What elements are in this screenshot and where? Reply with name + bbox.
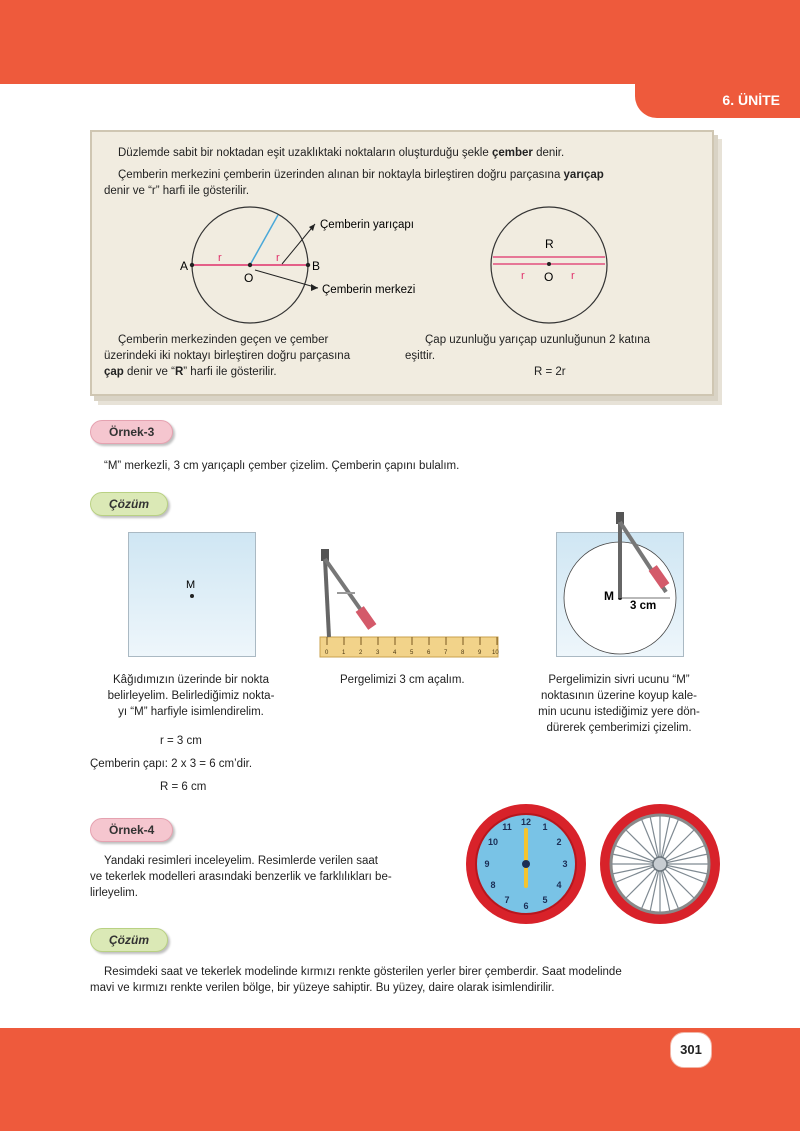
circle-radius-figure: [170, 200, 450, 325]
clock-number-5: 5: [542, 895, 548, 905]
point-a: [190, 263, 194, 267]
clock-number-8: 8: [490, 880, 496, 890]
calc-diameter: Çemberin çapı: 2 x 3 = 6 cm’dir.: [90, 758, 253, 770]
formula: R = 2r: [534, 366, 566, 378]
definition-paragraph-2: Çemberin merkezini çemberin üzerinden alınan bir noktayla birleştiren doğru parçasına yarıçap: [118, 169, 604, 181]
relation-text-line1: Çap uzunluğu yarıçap uzunluğunun 2 katına: [425, 334, 651, 346]
label-m: M: [186, 579, 196, 591]
label-r-left: r: [521, 270, 525, 282]
wheel-hub: [653, 857, 667, 871]
step-3-text: Pergelimizin sivri ucunu “M” noktasının üzerine koyup kale- min ucunu istediğimiz yere dön- dürerek çemberimizi çizelim.: [538, 674, 700, 734]
clock-number-6: 6: [523, 901, 529, 911]
center-caption: Çemberin merkezi: [322, 284, 416, 296]
label-big-r: R: [545, 237, 554, 251]
label-a: A: [180, 259, 189, 273]
label-o: O: [544, 270, 554, 284]
clock-number-12: 12: [520, 817, 532, 827]
label-b: B: [312, 259, 321, 273]
cozum-1-label: Çözüm: [90, 492, 168, 516]
cozum-2-text-line1: Resimdeki saat ve tekerlek modelinde kırmızı renkte gösterilen yerler birer çemberdir. Saat modelinde: [104, 966, 622, 978]
center-arrowhead: [311, 284, 318, 291]
step-1-text: Kâğıdımızın üzerinde bir nokta belirleyelim. Belirlediğimiz nokta- yı “M” harfiyle isimlendirelim.: [107, 674, 275, 718]
clock-number-9: 9: [484, 859, 490, 869]
ruler: [320, 637, 498, 657]
center-pointer: [255, 270, 318, 288]
label-r-left: r: [218, 252, 222, 264]
clock-number-7: 7: [504, 895, 510, 905]
cozum-2-text-line2: mavi ve kırmızı renkte verilen bölge, bir yüzeye sahiptir. Bu yüzey, daire olarak isimlendirilir.: [90, 982, 555, 994]
unit-label: 6. ÜNİTE: [722, 92, 780, 108]
clock-number-3: 3: [562, 859, 568, 869]
compass-ruler-figure: [315, 545, 505, 660]
ruler-tick-0: 0: [325, 650, 329, 656]
ruler-tick-7: 7: [444, 650, 448, 656]
ruler-tick-1: 1: [342, 650, 346, 656]
paper-point-figure: [128, 532, 256, 657]
clock-number-1: 1: [542, 822, 548, 832]
drawn-circle-figure: [556, 510, 686, 660]
calc-radius: r = 3 cm: [160, 735, 202, 747]
ornek-3-label: Örnek-3: [90, 420, 173, 444]
ruler-tick-3: 3: [376, 650, 380, 656]
diameter-text-line3: çap denir ve “R” harfi ile gösterilir.: [104, 366, 277, 378]
ruler-tick-2: 2: [359, 650, 363, 656]
ruler-tick-8: 8: [461, 650, 465, 656]
center-point: [547, 262, 551, 266]
ornek-4-text-line1: Yandaki resimleri inceleyelim. Resimlerde verilen saat: [104, 855, 378, 867]
ruler-tick-4: 4: [393, 650, 397, 656]
diameter-text-line2: üzerindeki iki noktayı birleştiren doğru parçasına: [104, 350, 351, 362]
label-3cm: 3 cm: [630, 600, 657, 612]
clock-number-10: 10: [487, 837, 499, 847]
circle-diameter-figure: [485, 200, 615, 325]
page-number: 301: [670, 1032, 712, 1068]
point-b: [306, 263, 310, 267]
step-2-text: Pergelimizi 3 cm açalım.: [340, 674, 465, 686]
radius-caption: Çemberin yarıçapı: [320, 219, 414, 231]
label-m: M: [604, 589, 614, 603]
clock-number-2: 2: [556, 837, 562, 847]
label-o: O: [244, 271, 254, 285]
clock-number-11: 11: [502, 822, 512, 832]
ornek-3-text: “M” merkezli, 3 cm yarıçaplı çember çizelim. Çemberin çapını bulalım.: [104, 460, 460, 472]
ruler-tick-6: 6: [427, 650, 431, 656]
header-band: [0, 0, 800, 84]
clock-model-figure: [464, 802, 588, 926]
ruler-tick-10: 10: [492, 650, 499, 656]
label-r-right: r: [571, 270, 575, 282]
compass: [321, 549, 376, 637]
clock-center: [522, 860, 530, 868]
wheel-model-figure: [598, 802, 722, 926]
ruler-tick-9: 9: [478, 650, 482, 656]
ornek-4-text-line3: lirleyelim.: [90, 887, 138, 899]
cozum-2-label: Çözüm: [90, 928, 168, 952]
ornek-4-label: Örnek-4: [90, 818, 173, 842]
definition-paragraph-2-line2: denir ve “r” harfi ile gösterilir.: [104, 185, 250, 197]
label-r-right: r: [276, 252, 280, 264]
ruler-tick-5: 5: [410, 650, 414, 656]
ornek-4-text-line2: ve tekerlek modelleri arasındaki benzerlik ve farklılıkları be-: [90, 871, 392, 883]
definition-paragraph-1: Düzlemde sabit bir noktadan eşit uzaklıktaki noktaların oluşturduğu şekle çember denir.: [118, 147, 565, 159]
relation-text-line2: eşittir.: [405, 350, 436, 362]
clock-number-4: 4: [556, 880, 562, 890]
point-m: [190, 594, 194, 598]
radius-pointer: [282, 224, 315, 264]
diameter-text-line1: Çemberin merkezinden geçen ve çember: [118, 334, 329, 346]
calc-big-r: R = 6 cm: [160, 781, 207, 793]
radius-line: [250, 215, 278, 265]
center-point: [248, 263, 252, 267]
